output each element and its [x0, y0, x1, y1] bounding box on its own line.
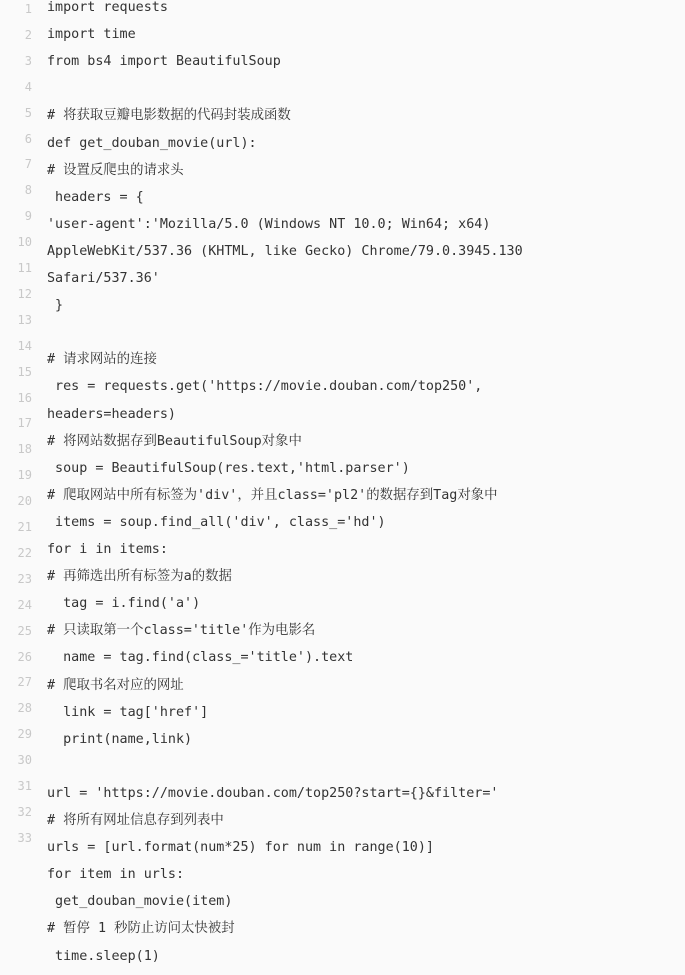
line-number: 32 — [17, 804, 32, 819]
line-number: 9 — [24, 209, 32, 224]
code-line: headers=headers) — [47, 406, 176, 422]
code-line: name = tag.find(class_='title').text — [47, 650, 354, 666]
line-number: 22 — [17, 545, 32, 560]
code-line: Safari/537.36' — [47, 271, 160, 286]
code-line: # 请求网站的连接 — [47, 352, 157, 368]
line-number: 31 — [17, 779, 32, 793]
line-number: 12 — [17, 286, 32, 301]
line-number: 18 — [17, 442, 32, 457]
code-line: print(name,link) — [47, 731, 193, 747]
code-line: tag = i.find('a') — [47, 596, 201, 612]
line-number-gutter — [0, 0, 40, 975]
line-number: 28 — [17, 701, 32, 716]
line-number: 19 — [17, 468, 32, 483]
line-number: 15 — [17, 364, 32, 379]
code-line: items = soup.find_all('div', class_='hd') — [47, 514, 386, 530]
line-number: 8 — [24, 183, 32, 198]
line-number: 33 — [17, 830, 32, 845]
line-number: 14 — [17, 338, 32, 353]
code-line: res = requests.get('https://movie.douban.com/top250', — [47, 379, 483, 395]
code-line: # 只读取第一个class='title'作为电影名 — [47, 623, 316, 639]
code-line: from bs4 import BeautifulSoup — [47, 54, 281, 70]
code-line: link = tag['href'] — [47, 704, 209, 720]
line-number: 20 — [17, 494, 32, 509]
code-line: # 将获取豆瓣电影数据的代码封装成函数 — [47, 108, 291, 124]
line-number: 24 — [17, 597, 32, 612]
code-line: time.sleep(1) — [47, 948, 160, 964]
line-number: 7 — [24, 157, 32, 172]
line-number: 21 — [17, 520, 32, 534]
line-number: 1 — [24, 2, 32, 16]
code-line: urls = [url.format(num*25) for num in range(10)] — [47, 840, 434, 856]
code-line: import requests — [47, 0, 168, 15]
line-number: 5 — [24, 105, 32, 120]
line-number: 30 — [17, 753, 32, 768]
code-line: soup = BeautifulSoup(res.text,'html.parser') — [47, 460, 410, 476]
line-number: 23 — [17, 571, 32, 586]
code-line: # 设置反爬虫的请求头 — [47, 162, 184, 178]
line-number: 27 — [17, 675, 32, 690]
line-number: 11 — [17, 261, 32, 275]
code-line: # 爬取书名对应的网址 — [47, 677, 184, 693]
code-line: headers = { — [47, 189, 144, 205]
line-number: 6 — [24, 131, 32, 146]
code-line: } — [47, 298, 64, 314]
code-line: for item in urls: — [47, 867, 185, 883]
code-line: # 爬取网站中所有标签为'div'，并且class='pl2'的数据存到Tag对象中 — [47, 487, 498, 503]
line-number: 16 — [17, 390, 32, 405]
code-line: # 再筛选出所有标签为a的数据 — [47, 569, 232, 585]
code-line: 'user-agent':'Mozilla/5.0 (Windows NT 10.0; Win64; x64) — [47, 216, 491, 232]
code-line: import time — [47, 27, 136, 43]
code-line: # 将所有网址信息存到列表中 — [47, 813, 224, 828]
code-line: AppleWebKit/537.36 (KHTML, like Gecko) Chrome/79.0.3945.130 — [47, 243, 523, 259]
code-line: for i in items: — [47, 542, 168, 557]
line-number: 25 — [17, 623, 32, 638]
line-number: 2 — [24, 27, 32, 42]
code-line: # 将网站数据存到BeautifulSoup对象中 — [47, 433, 302, 449]
code-line: get_douban_movie(item) — [47, 894, 233, 910]
code-line: def get_douban_movie(url): — [47, 135, 257, 151]
line-number: 3 — [24, 53, 32, 68]
line-number: 26 — [17, 649, 32, 664]
line-number: 13 — [17, 312, 32, 327]
line-number: 29 — [17, 727, 32, 742]
line-number: 4 — [24, 79, 32, 94]
code-line: url = 'https://movie.douban.com/top250?start={}&filter=' — [47, 785, 499, 801]
line-number: 10 — [17, 235, 32, 250]
code-line: # 暂停 1 秒防止访问太快被封 — [47, 921, 235, 937]
line-number: 17 — [17, 416, 32, 431]
